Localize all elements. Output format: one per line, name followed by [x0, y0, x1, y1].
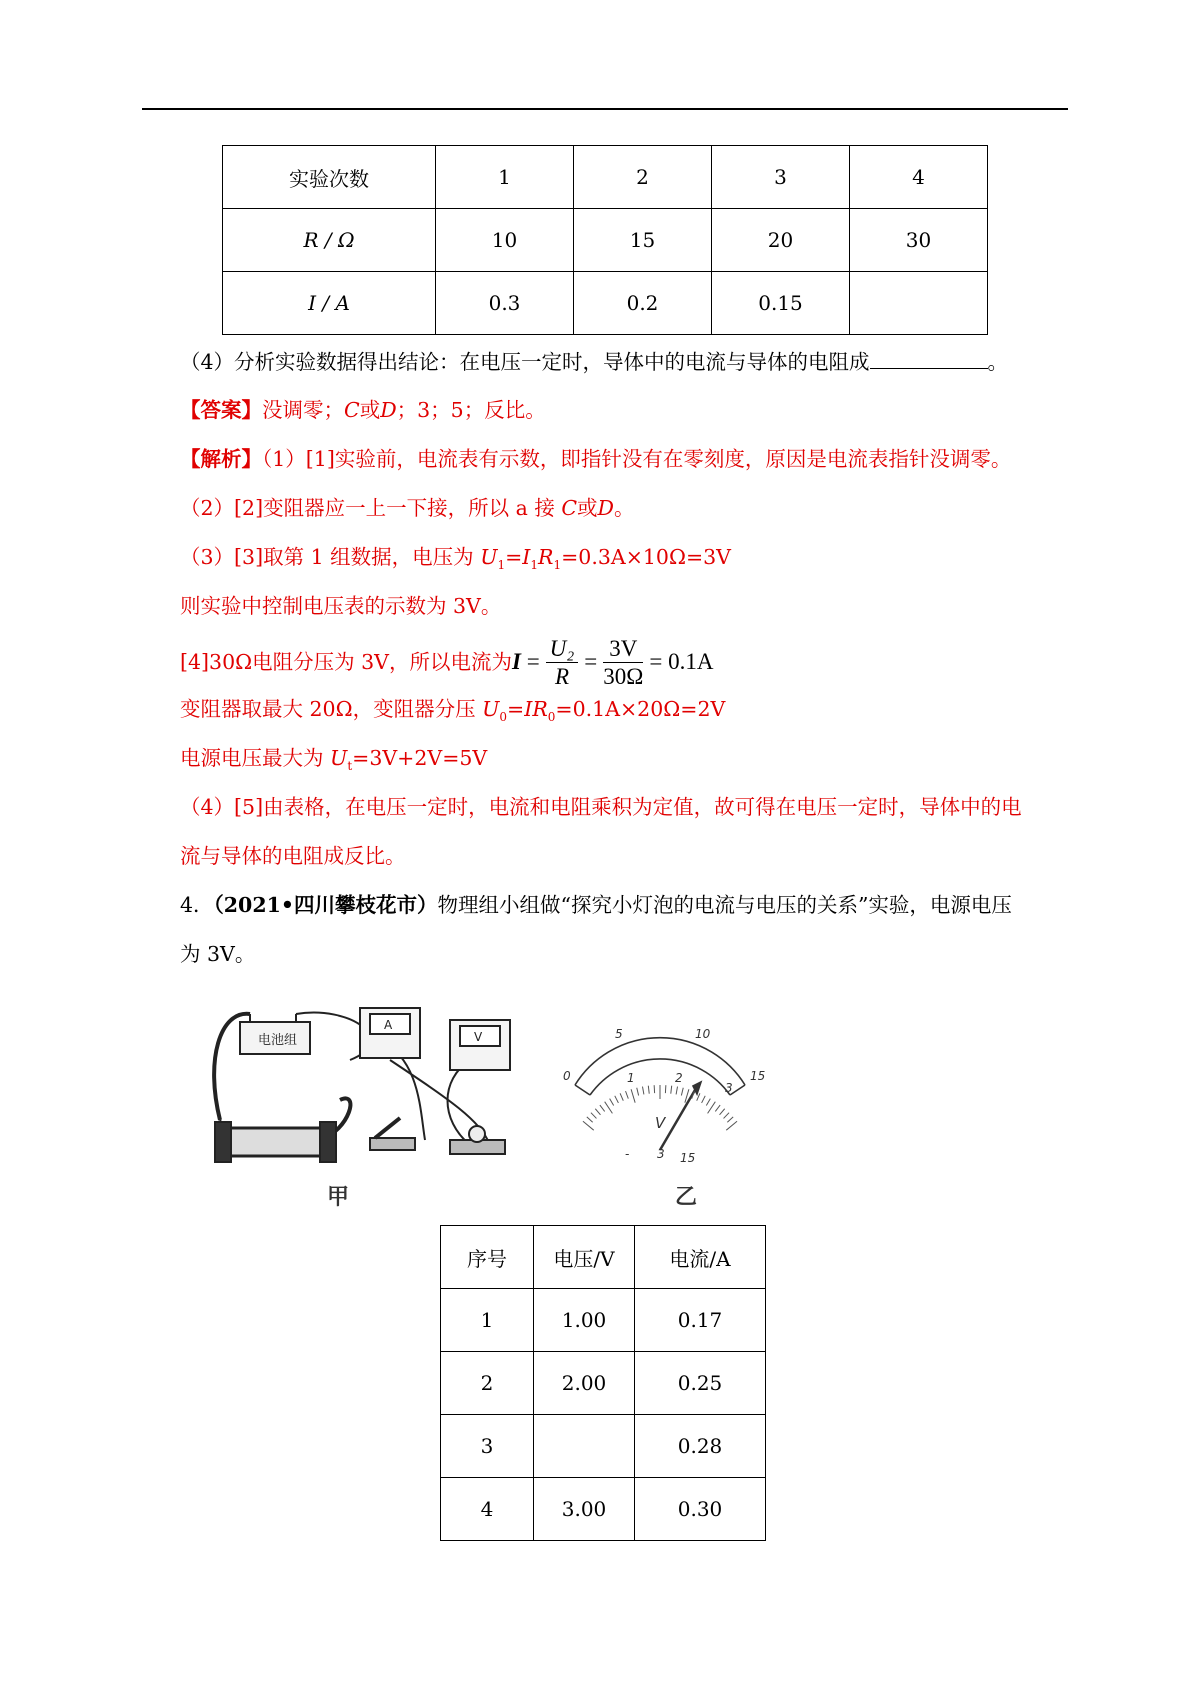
i-label: I / A [308, 291, 350, 315]
table-cell: 15 [574, 209, 712, 272]
dial-tick [637, 1088, 639, 1096]
bulb [469, 1126, 485, 1142]
table-cell: 3.00 [534, 1478, 635, 1541]
r-label: R / Ω [303, 228, 355, 252]
table-cell: 0.15 [712, 272, 850, 335]
tick-label: 15 [750, 1069, 765, 1083]
meter-unit: V [655, 1114, 666, 1132]
dial-tick [706, 1099, 710, 1106]
table-cell: 3 [441, 1415, 534, 1478]
dial-tick [583, 1121, 594, 1130]
tick-label: 5 [615, 1027, 623, 1041]
terminal-label: 15 [680, 1151, 696, 1165]
lamp-data-table [440, 1225, 766, 1541]
dial-tick [681, 1088, 683, 1096]
table-cell: 0.28 [635, 1415, 766, 1478]
table-row [223, 146, 988, 209]
dial-tick [620, 1093, 623, 1100]
dial-tick [708, 1102, 716, 1114]
table-cell-r-label [223, 209, 436, 272]
table-cell: 0.17 [635, 1289, 766, 1352]
dial-tick [631, 1089, 635, 1102]
answer-line: 【答案】没调零；C或D；3；5；反比。 [180, 398, 546, 422]
experiment-table [222, 145, 988, 335]
table-cell: 电流/A [635, 1226, 766, 1289]
dial-tick [720, 1109, 725, 1115]
svg-text:V: V [474, 1030, 483, 1044]
table-cell: 2 [574, 146, 712, 209]
analysis-line-4: 则实验中控制电压表的示数为 3V。 [180, 594, 502, 618]
battery-label: 电池组 [258, 1033, 298, 1048]
terminal-label: - [625, 1147, 630, 1161]
dial-tick [591, 1113, 597, 1119]
table-cell: 1.00 [534, 1289, 635, 1352]
tick-label: 1 [627, 1071, 635, 1085]
table-cell: 2 [441, 1352, 534, 1415]
question-4-intro: 4．（2021•四川攀枝花市）物理组小组做“探究小灯泡的电流与电压的关系”实验，电源电压 [180, 893, 1012, 917]
table-row [441, 1226, 766, 1289]
answer-blank [870, 346, 988, 369]
table-row [441, 1415, 766, 1478]
dial-tick [676, 1087, 677, 1095]
dial-tick [587, 1117, 593, 1122]
table-cell: 10 [436, 209, 574, 272]
table-cell: 2.00 [534, 1352, 635, 1415]
table-row [441, 1352, 766, 1415]
analysis-line-9: 流与导体的电阻成反比。 [180, 844, 406, 868]
dial-tick [648, 1086, 649, 1094]
question-4-intro-2: 为 3V。 [180, 942, 256, 966]
voltmeter-dial [555, 1000, 765, 1190]
analysis-line-7: 电源电压最大为 $U_t=3V+2V=5V$ [180, 746, 488, 774]
dial-tick [610, 1099, 614, 1106]
table-row [223, 209, 988, 272]
table-cell: 实验次数 [223, 146, 436, 209]
table-cell: 3 [712, 146, 850, 209]
table-cell: 4 [850, 146, 988, 209]
table-cell: 4 [441, 1478, 534, 1541]
circuit-diagram [200, 1000, 560, 1190]
dial-tick [726, 1121, 737, 1130]
dial-tick [727, 1117, 733, 1122]
tick-label: 3 [725, 1081, 733, 1095]
table-cell: 0.3 [436, 272, 574, 335]
table-row [441, 1478, 766, 1541]
fraction: $\frac{\text{U₂}}{R}$ [546, 636, 579, 691]
table-cell: 20 [712, 209, 850, 272]
figure-label-right: 乙 [675, 1185, 698, 1210]
tick-label: 0 [563, 1069, 571, 1083]
tick-label: 10 [695, 1027, 711, 1041]
dial-tick [605, 1102, 613, 1114]
analysis-line-1: 【解析】（1）[1]实验前，电流表有示数，即指针没有在零刻度，原因是电流表指针没调零。 [180, 447, 1012, 471]
analysis-line-6: 变阻器取最大 20Ω，变阻器分压 $U_0=IR_0=0.1A\times 20\Omega=2V$ [180, 697, 726, 725]
analysis-line-5: [4]30Ω电阻分压为 3V，所以电流为I = $\frac{\text{U₂}}{R}$ = $\frac{3V}{30\Omega}$ = 0.1A [180, 636, 714, 690]
table-row [441, 1289, 766, 1352]
table-cell [534, 1415, 635, 1478]
dial-tick [615, 1096, 619, 1103]
table-row [223, 272, 988, 335]
dial-tick [715, 1105, 720, 1111]
dial-tick [595, 1109, 600, 1115]
table-cell: 0.25 [635, 1352, 766, 1415]
analysis-line-3: （3）[3]取第 1 组数据，电压为 $U_1=I_1R_1=0.3A\times 10\Omega=3V$ [180, 545, 731, 573]
question-4-part: （4）分析实验数据得出结论：在电压一定时，导体中的电流与导体的电阻成 。 [180, 346, 1008, 377]
fraction: $\frac{3V}{30\Omega}$ [603, 636, 644, 690]
svg-text:A: A [384, 1018, 393, 1032]
formula: I = $\frac{\text{U₂}}{R}$ = $\frac{3V}{30\Omega}$ = 0.1A [511, 636, 714, 690]
table-cell: 1 [441, 1289, 534, 1352]
dial-tick [600, 1105, 605, 1111]
table-cell-i-label [223, 272, 436, 335]
header-rule [142, 108, 1068, 110]
table-cell: 0.30 [635, 1478, 766, 1541]
table-cell: 0.2 [574, 272, 712, 335]
dial-tick [642, 1087, 643, 1095]
table-cell: 序号 [441, 1226, 534, 1289]
analysis-line-8: （4）[5]由表格，在电压一定时，电流和电阻乘积为定值，故可得在电压一定时，导体中的电 [180, 795, 1022, 819]
dial-tick [671, 1086, 672, 1094]
table-cell: 1 [436, 146, 574, 209]
dial-tick [724, 1113, 730, 1119]
figure-label-left: 甲 [327, 1185, 350, 1210]
dial-tick [626, 1091, 629, 1099]
dial-tick [702, 1096, 706, 1103]
tick-label: 2 [675, 1071, 683, 1085]
table-cell [850, 272, 988, 335]
table-cell: 30 [850, 209, 988, 272]
analysis-line-2: （2）[2]变阻器应一上一下接，所以 a 接 C或D。 [180, 496, 635, 520]
switch [370, 1138, 415, 1150]
table-cell: 电压/V [534, 1226, 635, 1289]
rheostat [225, 1128, 325, 1156]
terminal-label: 3 [657, 1147, 665, 1161]
